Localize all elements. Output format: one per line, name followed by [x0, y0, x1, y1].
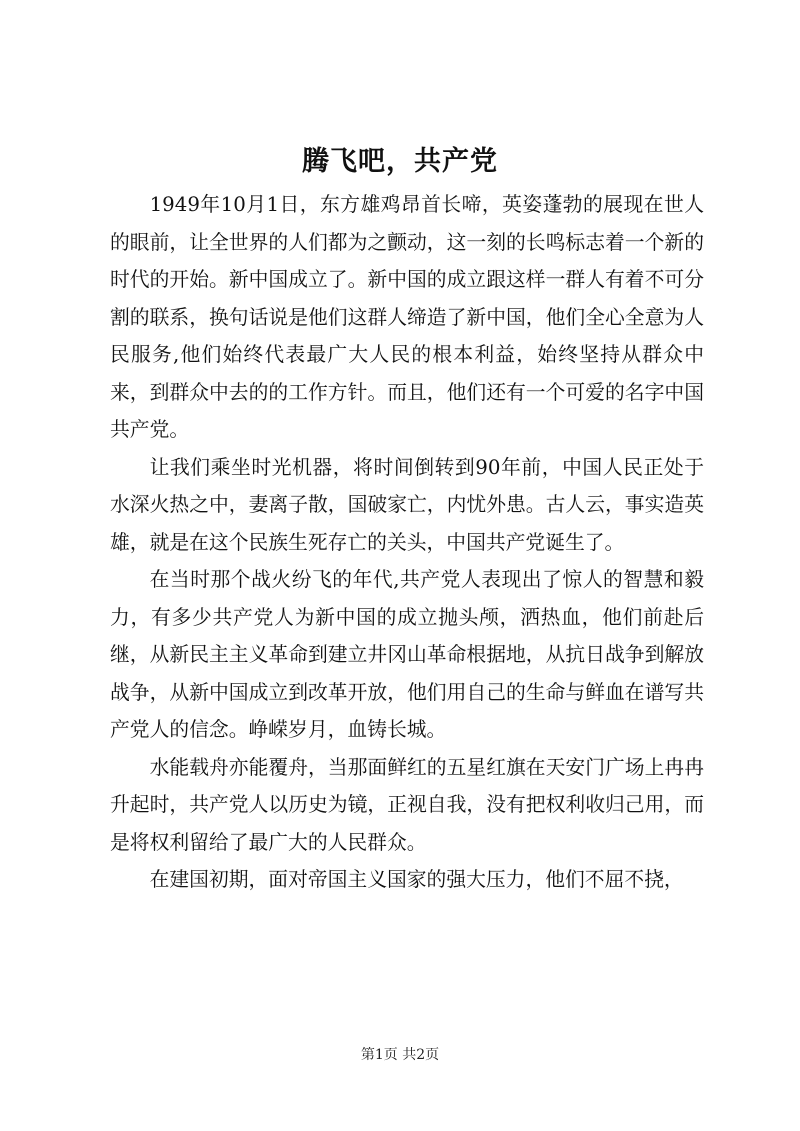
paragraph-3: 在当时那个战火纷飞的年代,共产党人表现出了惊人的智慧和毅力，有多少共产党人为新中国的成立抛头颅，洒热血，他们前赴后继，从新民主主义革命到建立井冈山革命根据地，从抗日战争到解放战争，从新中国成立到改革开放，他们用自己的生命与鲜血在谱写共产党人的信念。峥嵘岁月，血铸长城。	[110, 568, 704, 741]
paragraph-2: 让我们乘坐时光机器，将时间倒转到90年前，中国人民正处于水深火热之中，妻离子散，国破家亡，内忧外患。古人云，事实造英雄，就是在这个民族生死存亡的关头，中国共产党诞生了。	[110, 455, 704, 554]
document-body	[110, 186, 704, 899]
page-number-footer: 第1页 共2页	[360, 1047, 440, 1063]
paragraph-4: 水能载舟亦能覆舟，当那面鲜红的五星红旗在天安门广场上冉冉升起时，共产党人以历史为镜，正视自我，没有把权利收归己用，而是将权利留给了最广大的人民群众。	[110, 755, 704, 854]
paragraph-5: 在建国初期，面对帝国主义国家的强大压力，他们不屈不挠，	[149, 868, 684, 891]
paragraph-1: 1949年10月1日，东方雄鸡昂首长啼，英姿蓬勃的展现在世人的眼前，让全世界的人们都为之颤动，这一刻的长鸣标志着一个新的时代的开始。新中国成立了。新中国的成立跟这样一群人有着不可分割的联系，换句话说是他们这群人缔造了新中国，他们全心全意为人民服务,他们始终代表最广大人民的根本利益，始终坚持从群众中来，到群众中去的的工作方针。而且，他们还有一个可爱的名字中国共产党。	[110, 193, 704, 441]
document-title: 腾飞吧，共产党	[302, 146, 498, 177]
